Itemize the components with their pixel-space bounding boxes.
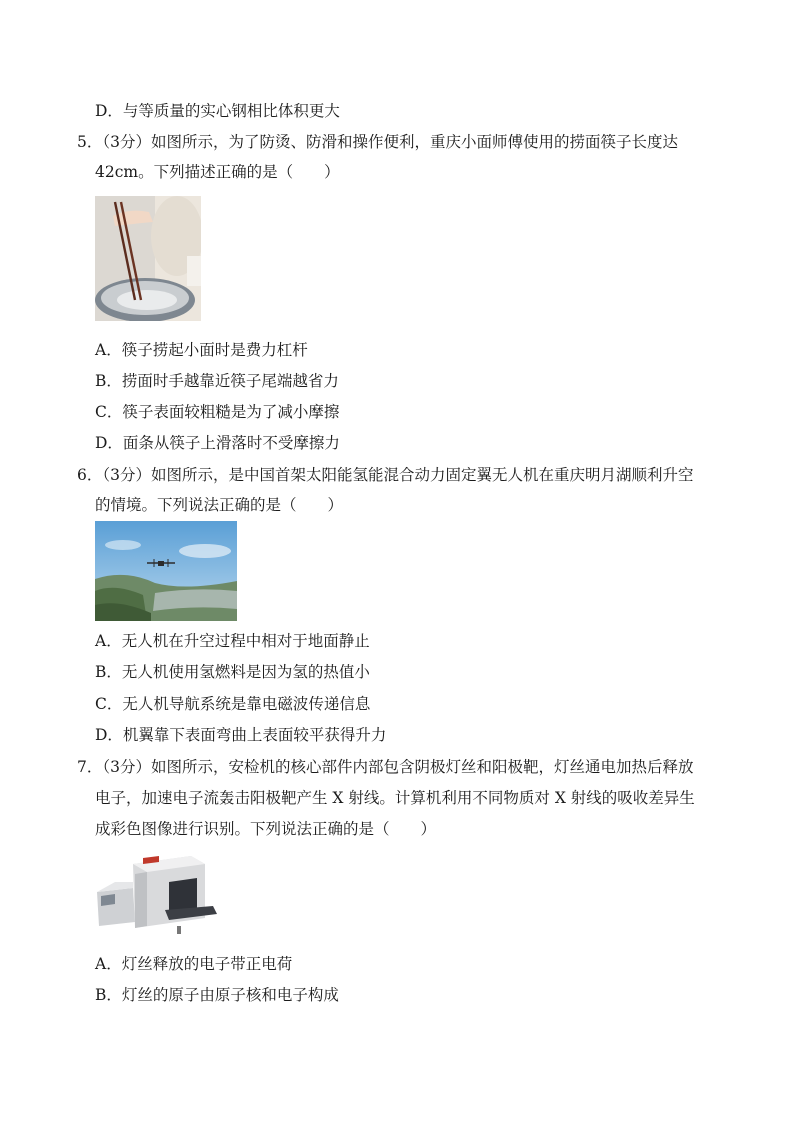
chopsticks-noodle-photo [95,196,201,321]
q7-stem-line3: 成彩色图像进行识别。下列说法正确的是（ ） [95,820,437,838]
q5-option-b: B．捞面时手越靠近筷子尾端越省力 [95,372,339,390]
drone-over-lake-photo [95,521,237,621]
q7-stem-line2: 电子，加速电子流轰击阳极靶产生 X 射线。计算机利用不同物质对 X 射线的吸收差异生 [95,789,695,807]
q5-option-a: A．筷子捞起小面时是费力杠杆 [95,341,308,359]
q7-option-a: A．灯丝释放的电子带正电荷 [95,955,293,973]
q5-stem-line1: 5．（3分）如图所示，为了防烫、防滑和操作便利，重庆小面师傅使用的捞面筷子长度达 [77,133,678,151]
q6-option-d: D．机翼靠下表面弯曲上表面较平获得升力 [95,726,387,744]
q7-option-b: B．灯丝的原子由原子核和电子构成 [95,986,339,1004]
q6-stem-line2: 的情境。下列说法正确的是（ ） [95,496,344,514]
q7-stem-line1: 7．（3分）如图所示，安检机的核心部件内部包含阴极灯丝和阳极靶，灯丝通电加热后释放 [77,758,694,776]
q5-option-d: D．面条从筷子上滑落时不受摩擦力 [95,434,340,452]
q4-option-d: D．与等质量的实心钢相比体积更大 [95,102,340,120]
q5-stem-line2: 42cm。下列描述正确的是（ ） [95,163,340,181]
q5-option-c: C．筷子表面较粗糙是为了减小摩擦 [95,403,340,421]
q6-option-c: C．无人机导航系统是靠电磁波传递信息 [95,695,371,713]
xray-security-scanner-photo [95,852,220,940]
q6-option-b: B．无人机使用氢燃料是因为氢的热值小 [95,663,370,681]
q6-stem-line1: 6．（3分）如图所示，是中国首架太阳能氢能混合动力固定翼无人机在重庆明月湖顺利升空 [77,466,694,484]
q6-option-a: A．无人机在升空过程中相对于地面静止 [95,632,370,650]
